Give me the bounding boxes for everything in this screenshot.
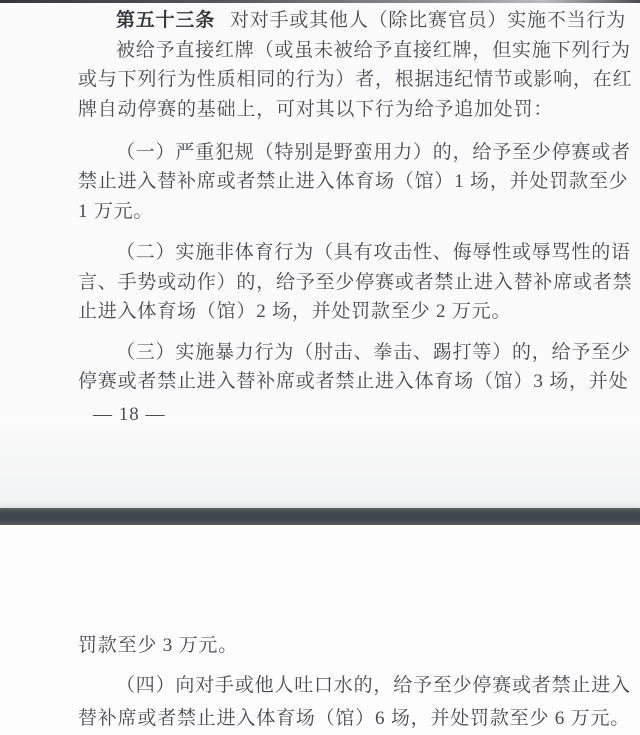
- text-line: （二）实施非体育行为（具有攻击性、侮辱性或辱骂性的语: [116, 242, 631, 263]
- document-page-top: [0, 3, 640, 508]
- clause-item-4: [78, 669, 631, 735]
- text-line: 止进入体育场（馆）2 场，并处罚款至少 2 万元。: [78, 301, 512, 322]
- text-line: 停赛或者禁止进入替补席或者禁止进入体育场（馆）3 场，并处: [78, 371, 629, 392]
- clause-item-3: [78, 338, 631, 397]
- text-line: 1 万元。: [78, 200, 154, 222]
- text-line: （一）严重犯规（特别是野蛮用力）的，给予至少停赛或者: [116, 141, 631, 163]
- text-line: 牌自动停赛的基础上，可对其以下行为给予追加处罚：: [78, 98, 554, 120]
- text-line: （三）实施暴力行为（肘击、拳击、踢打等）的，给予至少: [116, 341, 631, 363]
- text-line: 禁止进入替补席或者禁止进入体育场（馆）1 场，并处罚款至少: [78, 171, 629, 192]
- article-line1-text: 对对手或其他人（除比赛官员）实施不当行为: [230, 10, 627, 31]
- text-line: 或与下列行为性质相同的行为）者，根据违纪情节或影响，在红: [78, 69, 633, 90]
- document-page-bottom: [0, 525, 640, 735]
- text-line: 被给予直接红牌（或虽未被给予直接红牌，但实施下列行为: [116, 39, 631, 61]
- text-line: 替补席或者禁止进入体育场（馆）6 场，并处罚款至少 6 万元。: [78, 708, 631, 729]
- article-number: 第五十三条: [116, 10, 216, 31]
- article-heading-line: [78, 6, 627, 36]
- text-line: 罚款至少 3 万元。: [78, 635, 239, 656]
- text-line: （四）向对手或他人吐口水的，给予至少停赛或者禁止进入: [116, 675, 631, 696]
- clause-item-2: [78, 238, 633, 327]
- page-number: — 18 —: [93, 403, 166, 425]
- clause-item-1: [78, 138, 631, 227]
- page-separator-bar: [0, 508, 640, 525]
- text-line: 言、手势或动作）的，给予至少停赛或者禁止进入替补席或者禁: [78, 271, 633, 293]
